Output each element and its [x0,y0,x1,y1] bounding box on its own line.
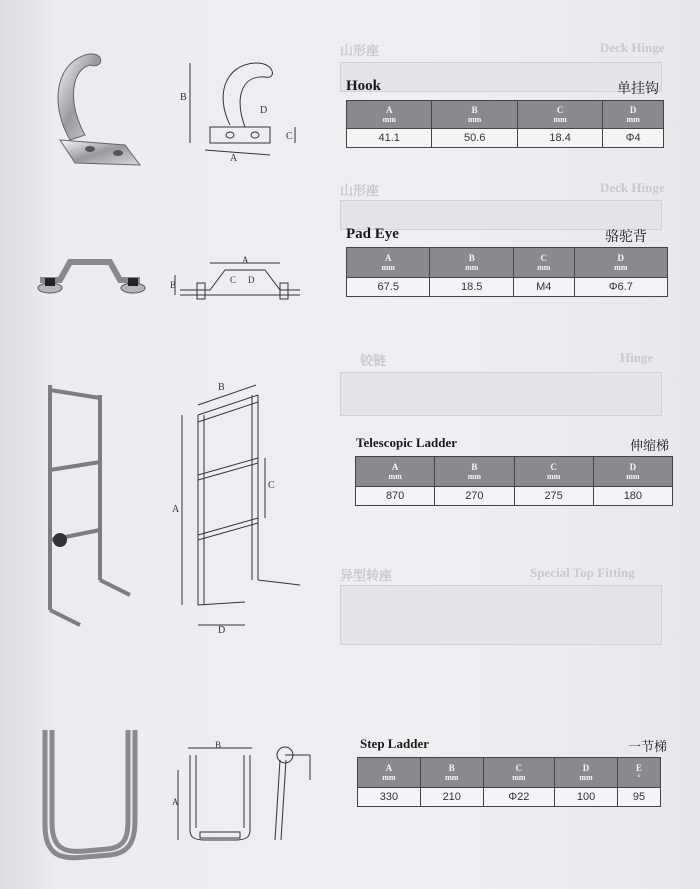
diagram-label: B [180,92,187,103]
diagram-label: D [218,625,226,636]
table-cell: M4 [513,278,574,297]
product-title-cn: 伸缩梯 [630,439,670,454]
spec-table [357,757,661,807]
step-ladder-photo [30,725,150,870]
table-cell: 180 [593,487,672,506]
column-header: B mm [435,457,514,487]
column-header: B mm [430,248,513,278]
diagram-label: B [218,382,225,393]
table-cell: 95 [617,788,660,807]
diagram-label: C [268,480,275,491]
diagram-label: B [215,740,222,750]
diagram-label: A [242,255,249,265]
showthrough-text: Deck Hinge [600,180,665,195]
table-cell: 41.1 [347,129,432,148]
column-header: D mm [555,758,618,788]
table-cell: Φ22 [483,788,554,807]
table-cell: 270 [435,487,514,506]
table-cell: 100 [555,788,618,807]
product-title-cn: 骆驼背 [605,229,647,245]
column-header: D mm [593,457,672,487]
diagram-label: C [286,131,293,142]
showthrough-table [340,372,662,416]
column-header: B mm [432,101,517,129]
pad-eye-photo [25,250,155,310]
hook-diagram [175,55,305,165]
showthrough-table [340,62,662,92]
column-header: B mm [420,758,483,788]
table-cell: 67.5 [347,278,430,297]
showthrough-text: 山形座 [340,43,380,58]
column-header: E ° [617,758,660,788]
diagram-label: A [230,153,238,164]
diagram-label: D [248,275,255,285]
spec-table [355,456,673,506]
spec-table [346,247,668,297]
diagram-label: D [260,105,268,116]
table-cell: 210 [420,788,483,807]
pad-eye-diagram [170,255,310,310]
table-cell: 275 [514,487,593,506]
hook-photo [30,45,150,175]
column-header: D mm [603,101,664,129]
showthrough-text: 铰链 [360,353,387,368]
step-ladder-diagram [170,740,320,850]
table-cell: 50.6 [432,129,517,148]
diagram-label: A [172,504,180,515]
showthrough-table [340,585,662,645]
column-header: C mm [483,758,554,788]
diagram-label: B [170,280,177,290]
showthrough-text: Deck Hinge [600,40,665,55]
column-header: A mm [358,758,421,788]
product-title-cn: 单挂钩 [617,81,659,97]
product-title: Step Ladder [360,736,429,751]
table-cell: 870 [356,487,435,506]
diagram-label: C [230,275,237,285]
column-header: A mm [347,101,432,129]
column-header: A mm [347,248,430,278]
table-cell: Φ4 [603,129,664,148]
showthrough-text: Hinge [620,350,654,365]
showthrough-text: 异型转座 [340,568,393,583]
product-title: Telescopic Ladder [356,435,457,450]
column-header: C mm [514,457,593,487]
product-title: Hook [346,78,382,94]
table-cell: Φ6.7 [574,278,667,297]
column-header: C mm [517,101,602,129]
column-header: C mm [513,248,574,278]
showthrough-text: 山形座 [340,183,380,198]
diagram-label: A [172,797,179,807]
telescopic-ladder-photo [30,380,140,630]
showthrough-text: Special Top Fitting [530,565,635,580]
table-cell: 18.4 [517,129,602,148]
product-title: Pad Eye [346,226,399,242]
product-title-cn: 一节梯 [628,740,668,755]
table-cell: 330 [358,788,421,807]
column-header: A mm [356,457,435,487]
table-cell: 18.5 [430,278,513,297]
column-header: D mm [574,248,667,278]
telescopic-ladder-diagram [160,380,310,640]
spec-table [346,100,664,148]
